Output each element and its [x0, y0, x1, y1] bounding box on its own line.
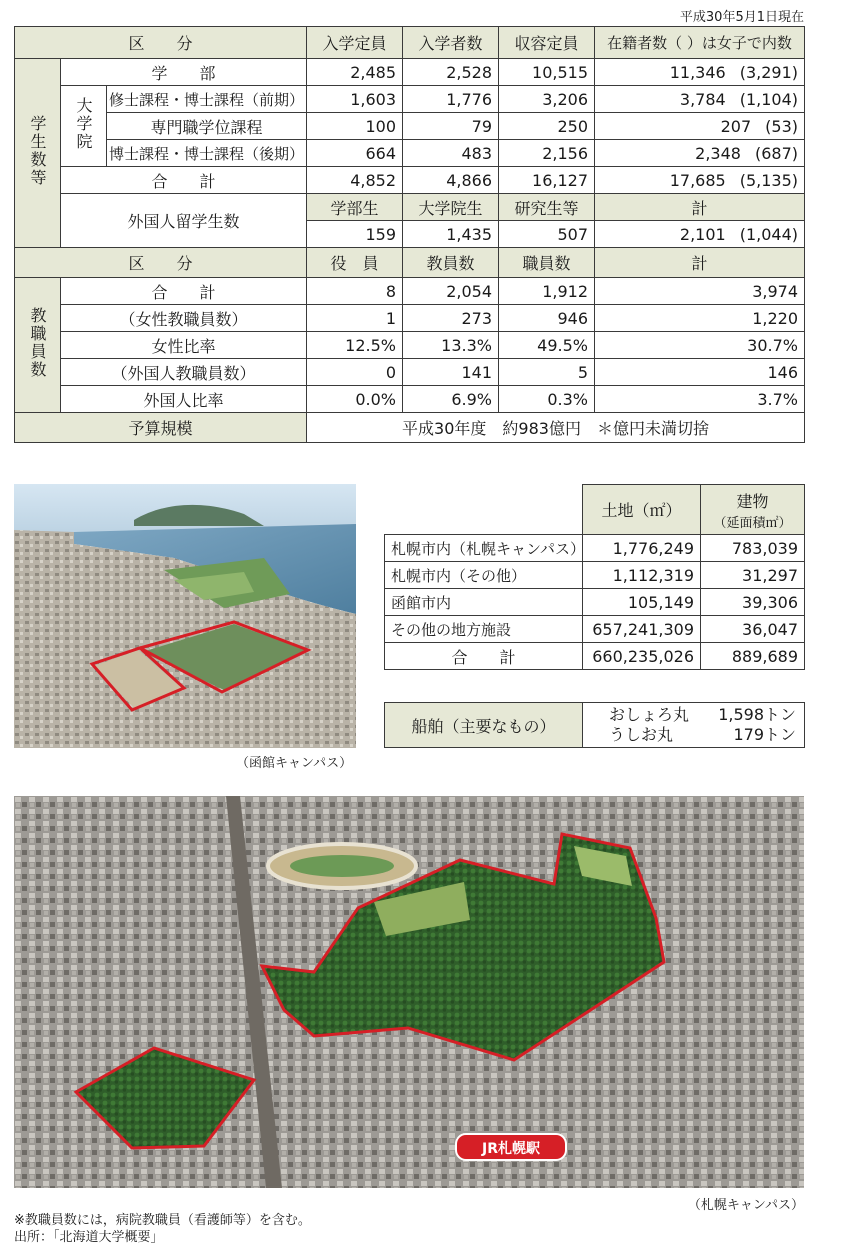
source-note: 出所：「北海道大学概要」 [14, 1230, 164, 1245]
cell-value: 2,156 [499, 140, 595, 167]
hakodate-caption: （函館キャンパス） [236, 756, 353, 771]
cell-current: 2,101 (1,044) [595, 221, 805, 248]
cell-value: 3.7% [595, 386, 805, 413]
ship-name: うしお丸 [609, 725, 674, 744]
sapporo-caption: （札幌キャンパス） [687, 1198, 804, 1213]
cell-value: 12.5% [307, 332, 403, 359]
cell-value: 4,852 [307, 167, 403, 194]
cell-value: 1,912 [499, 278, 595, 305]
cell-value: 16,127 [499, 167, 595, 194]
cell-value: 3,974 [595, 278, 805, 305]
cell-value: 36,047 [701, 616, 805, 643]
cell-value: 657,241,309 [583, 616, 701, 643]
cell-current: 3,784 (1,104) [595, 86, 805, 113]
cell-value: 0.0% [307, 386, 403, 413]
land-row-label: その他の地方施設 [385, 616, 583, 643]
budget-label: 予算規模 [15, 413, 307, 443]
header-admission-capacity: 入学定員 [307, 27, 403, 59]
cell-value: 660,235,026 [583, 643, 701, 670]
foreign-students-label: 外国人留学生数 [61, 194, 307, 248]
ships-table [384, 702, 805, 748]
ship-name: おしょろ丸 [609, 705, 690, 724]
cell-value: 8 [307, 278, 403, 305]
cell-value: 2,054 [403, 278, 499, 305]
cell-value: 250 [499, 113, 595, 140]
land-row-label: 札幌市内（その他） [385, 562, 583, 589]
cell-value: 49.5% [499, 332, 595, 359]
foreign-header: 研究生等 [499, 194, 595, 221]
cell-value: 273 [403, 305, 499, 332]
land-row-label: 合 計 [385, 643, 583, 670]
cell-value: 783,039 [701, 535, 805, 562]
staff-row-label: （外国人教職員数） [61, 359, 307, 386]
cell-value: 1,603 [307, 86, 403, 113]
foreign-header: 計 [595, 194, 805, 221]
foreign-header: 学部生 [307, 194, 403, 221]
cell-value: 1,776,249 [583, 535, 701, 562]
cell-value: 10,515 [499, 59, 595, 86]
ships-list [583, 703, 805, 748]
ships-label: 船舶（主要なもの） [385, 703, 583, 748]
building-header: 建物 （延面積㎡） [701, 485, 805, 535]
land-row-label: 函館市内 [385, 589, 583, 616]
cell-value: 946 [499, 305, 595, 332]
cell-value: 5 [499, 359, 595, 386]
students-group-label: 学生数等 [15, 59, 61, 248]
staff-row-label: 外国人比率 [61, 386, 307, 413]
cell-value: 105,149 [583, 589, 701, 616]
cell-value: 159 [307, 221, 403, 248]
staff-group-label: 教職員数 [15, 278, 61, 413]
staff-row-label: 女性比率 [61, 332, 307, 359]
cell-value: 1,220 [595, 305, 805, 332]
as-of-date: 平成30年5月1日現在 [679, 10, 804, 25]
header-total-capacity: 収容定員 [499, 27, 595, 59]
cell-value: 1,776 [403, 86, 499, 113]
cell-value: 0 [307, 359, 403, 386]
row-label-total: 合 計 [61, 167, 307, 194]
staff-row-label: 合 計 [61, 278, 307, 305]
header-category: 区 分 [15, 27, 307, 59]
staff-header: 計 [595, 248, 805, 278]
cell-current: 2,348 (687) [595, 140, 805, 167]
staff-header: 教員数 [403, 248, 499, 278]
staff-header: 役 員 [307, 248, 403, 278]
cell-value: 507 [499, 221, 595, 248]
cell-value: 0.3% [499, 386, 595, 413]
row-label-masters: 修士課程・博士課程（前期） [107, 86, 307, 113]
student-staff-table [14, 26, 805, 443]
cell-value: 146 [595, 359, 805, 386]
cell-value: 39,306 [701, 589, 805, 616]
land-building-table [384, 484, 805, 670]
hakodate-campus-photo [14, 484, 356, 748]
header-current: 在籍者数（ ）は女子で内数 [595, 27, 805, 59]
land-header: 土地（㎡） [583, 485, 701, 535]
header-enrolled: 入学者数 [403, 27, 499, 59]
cell-value: 13.3% [403, 332, 499, 359]
cell-value: 1,112,319 [583, 562, 701, 589]
row-label-doctoral: 博士課程・博士課程（後期） [107, 140, 307, 167]
row-label-undergrad: 学 部 [61, 59, 307, 86]
staff-header: 職員数 [499, 248, 595, 278]
cell-value: 79 [403, 113, 499, 140]
cell-value: 889,689 [701, 643, 805, 670]
cell-value: 2,485 [307, 59, 403, 86]
jr-sapporo-station-label: JR札幌駅 [482, 1141, 540, 1157]
cell-value: 3,206 [499, 86, 595, 113]
foreign-header: 大学院生 [403, 194, 499, 221]
empty-corner [385, 485, 583, 535]
cell-value: 1,435 [403, 221, 499, 248]
cell-value: 31,297 [701, 562, 805, 589]
cell-value: 6.9% [403, 386, 499, 413]
cell-current: 17,685 (5,135) [595, 167, 805, 194]
row-label-professional: 専門職学位課程 [107, 113, 307, 140]
grad-label: 大学院 [61, 86, 107, 167]
ship-tonnage: 1,598トン [718, 705, 796, 724]
cell-value: 30.7% [595, 332, 805, 359]
cell-current: 207 (53) [595, 113, 805, 140]
cell-value: 1 [307, 305, 403, 332]
cell-value: 100 [307, 113, 403, 140]
cell-value: 483 [403, 140, 499, 167]
cell-value: 664 [307, 140, 403, 167]
cell-value: 141 [403, 359, 499, 386]
budget-value: 平成30年度 約983億円 ＊億円未満切捨 [307, 413, 805, 443]
sapporo-campus-photo [14, 796, 804, 1188]
ship-tonnage: 179トン [733, 725, 796, 744]
staff-header-category: 区 分 [15, 248, 307, 278]
footnote: ※教職員数には，病院教職員（看護師等）を含む。 [14, 1213, 311, 1228]
staff-row-label: （女性教職員数） [61, 305, 307, 332]
cell-current: 11,346 (3,291) [595, 59, 805, 86]
land-row-label: 札幌市内（札幌キャンパス） [385, 535, 583, 562]
cell-value: 2,528 [403, 59, 499, 86]
cell-value: 4,866 [403, 167, 499, 194]
